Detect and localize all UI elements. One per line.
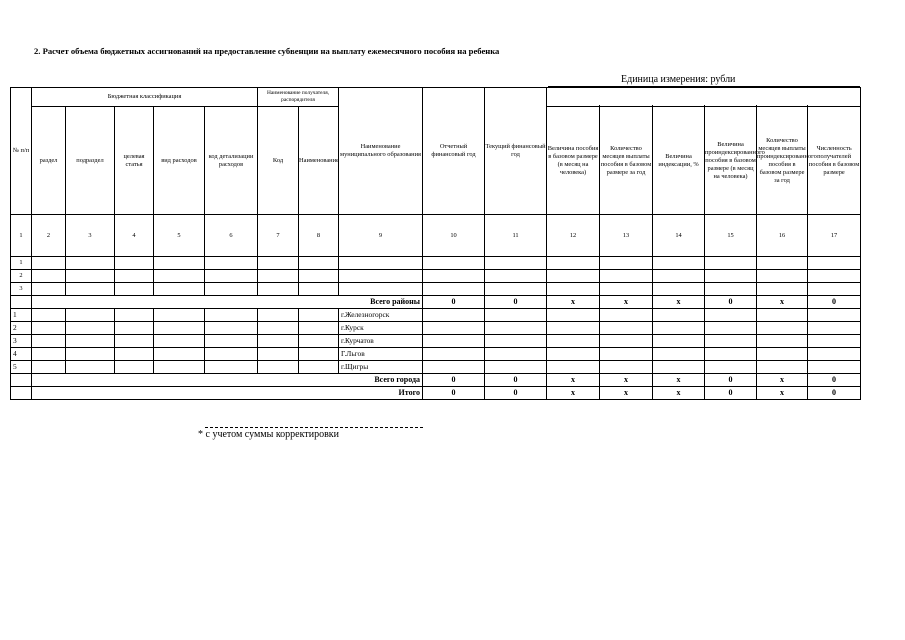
value-cell: x <box>653 374 705 387</box>
city-name: г.Щигры <box>339 361 423 374</box>
colnum: 10 <box>423 215 485 257</box>
value-cell: 0 <box>485 296 547 309</box>
city-name: г.Курск <box>339 322 423 335</box>
table-row <box>11 309 861 322</box>
value-cell: x <box>547 374 600 387</box>
value-cell: x <box>600 387 653 400</box>
header-celevaya: целевая статья <box>115 107 154 215</box>
value-cell: x <box>653 296 705 309</box>
value-cell: 0 <box>423 296 485 309</box>
value-cell: 0 <box>705 374 757 387</box>
value-cell: x <box>653 387 705 400</box>
header-podrazdel: подраздел <box>66 107 115 215</box>
table-row <box>11 322 861 335</box>
value-cell: 0 <box>705 387 757 400</box>
row-num: 1 <box>11 257 32 270</box>
header-kod-det: код детализации расходов <box>205 107 258 215</box>
value-cell: 0 <box>423 387 485 400</box>
value-cell: 0 <box>705 296 757 309</box>
total-cities-label: Всего города <box>32 374 423 387</box>
city-name: Г.Льгов <box>339 348 423 361</box>
header-current-year: Текущий финансовый год <box>485 88 547 215</box>
colnum: 13 <box>600 215 653 257</box>
header-reporting-year: Отчетный финансовый год <box>423 88 485 215</box>
header-kod: Код <box>258 107 299 215</box>
header-num: № п/п <box>11 88 32 215</box>
row-num: 4 <box>11 348 32 361</box>
value-cell: x <box>757 296 808 309</box>
value-cell: 0 <box>485 387 547 400</box>
colnum: 12 <box>547 215 600 257</box>
total-cities-row <box>11 374 861 387</box>
row-num: 3 <box>11 335 32 348</box>
colnum: 15 <box>705 215 757 257</box>
header-c16: Количество месяцев выплаты проиндексированного пособия в базовом размере за год <box>757 107 808 215</box>
header-c12: Величина пособия в базовом размере (в месяц на человека) <box>547 107 600 215</box>
value-cell: 0 <box>808 387 861 400</box>
colnum: 6 <box>205 215 258 257</box>
row-num: 3 <box>11 283 32 296</box>
header-c15: Величина проиндексированного пособия в базовом размере (в месяц на человека) <box>705 107 757 215</box>
value-cell: x <box>547 296 600 309</box>
city-name: г.Железногорск <box>339 309 423 322</box>
colnum: 2 <box>32 215 66 257</box>
header-unit-gap <box>547 88 861 105</box>
colnum: 1 <box>11 215 32 257</box>
value-cell: x <box>757 374 808 387</box>
table-row <box>11 335 861 348</box>
value-cell: 0 <box>808 296 861 309</box>
colnum: 7 <box>258 215 299 257</box>
row-num: 1 <box>11 309 32 322</box>
colnum: 5 <box>154 215 205 257</box>
colnum: 3 <box>66 215 115 257</box>
value-cell: 0 <box>808 374 861 387</box>
value-cell: x <box>757 387 808 400</box>
colnum: 11 <box>485 215 547 257</box>
colnum: 16 <box>757 215 808 257</box>
value-cell: 0 <box>485 374 547 387</box>
row-num: 5 <box>11 361 32 374</box>
value-cell: x <box>600 296 653 309</box>
city-name: г.Курчатов <box>339 335 423 348</box>
header-budget-class: Бюджетная классификация <box>32 88 258 107</box>
table-row <box>11 257 861 270</box>
table-row <box>11 283 861 296</box>
header-c14: Величина индексации, % <box>653 107 705 215</box>
total-districts-row <box>11 296 861 309</box>
colnum: 14 <box>653 215 705 257</box>
header-c13: Количество месяцев выплаты пособия в базовом размере за год <box>600 107 653 215</box>
header-recipient-name: Наименование получателя, распорядителя <box>258 88 339 107</box>
colnum: 8 <box>299 215 339 257</box>
colnum: 4 <box>115 215 154 257</box>
footnote: * с учетом суммы корректировки <box>198 429 340 440</box>
value-cell: 0 <box>423 374 485 387</box>
table-row <box>11 270 861 283</box>
colnum: 17 <box>808 215 861 257</box>
header-naimenovanie: Наименование <box>299 107 339 215</box>
document-title: 2. Расчет объема бюджетных ассигнований на предоставление субвенции на выплату ежемесячного пособия на ребенка <box>34 46 500 56</box>
unit-label: Единица измерения: рубли <box>621 74 736 85</box>
footnote-divider <box>205 427 423 428</box>
table-row <box>11 348 861 361</box>
value-cell: x <box>547 387 600 400</box>
header-mo-name: Наименование муниципального образования <box>339 88 423 215</box>
budget-table <box>10 87 861 400</box>
colnum: 9 <box>339 215 423 257</box>
total-all-label: Итого <box>32 387 423 400</box>
total-all-row <box>11 387 861 400</box>
header-c17: Численность получателей пособия в базовом размере <box>808 107 861 215</box>
row-num: 2 <box>11 322 32 335</box>
header-razdel: раздел <box>32 107 66 215</box>
table-row <box>11 361 861 374</box>
value-cell: x <box>600 374 653 387</box>
header-vid: вид расходов <box>154 107 205 215</box>
row-num: 2 <box>11 270 32 283</box>
total-districts-label: Всего районы <box>32 296 423 309</box>
